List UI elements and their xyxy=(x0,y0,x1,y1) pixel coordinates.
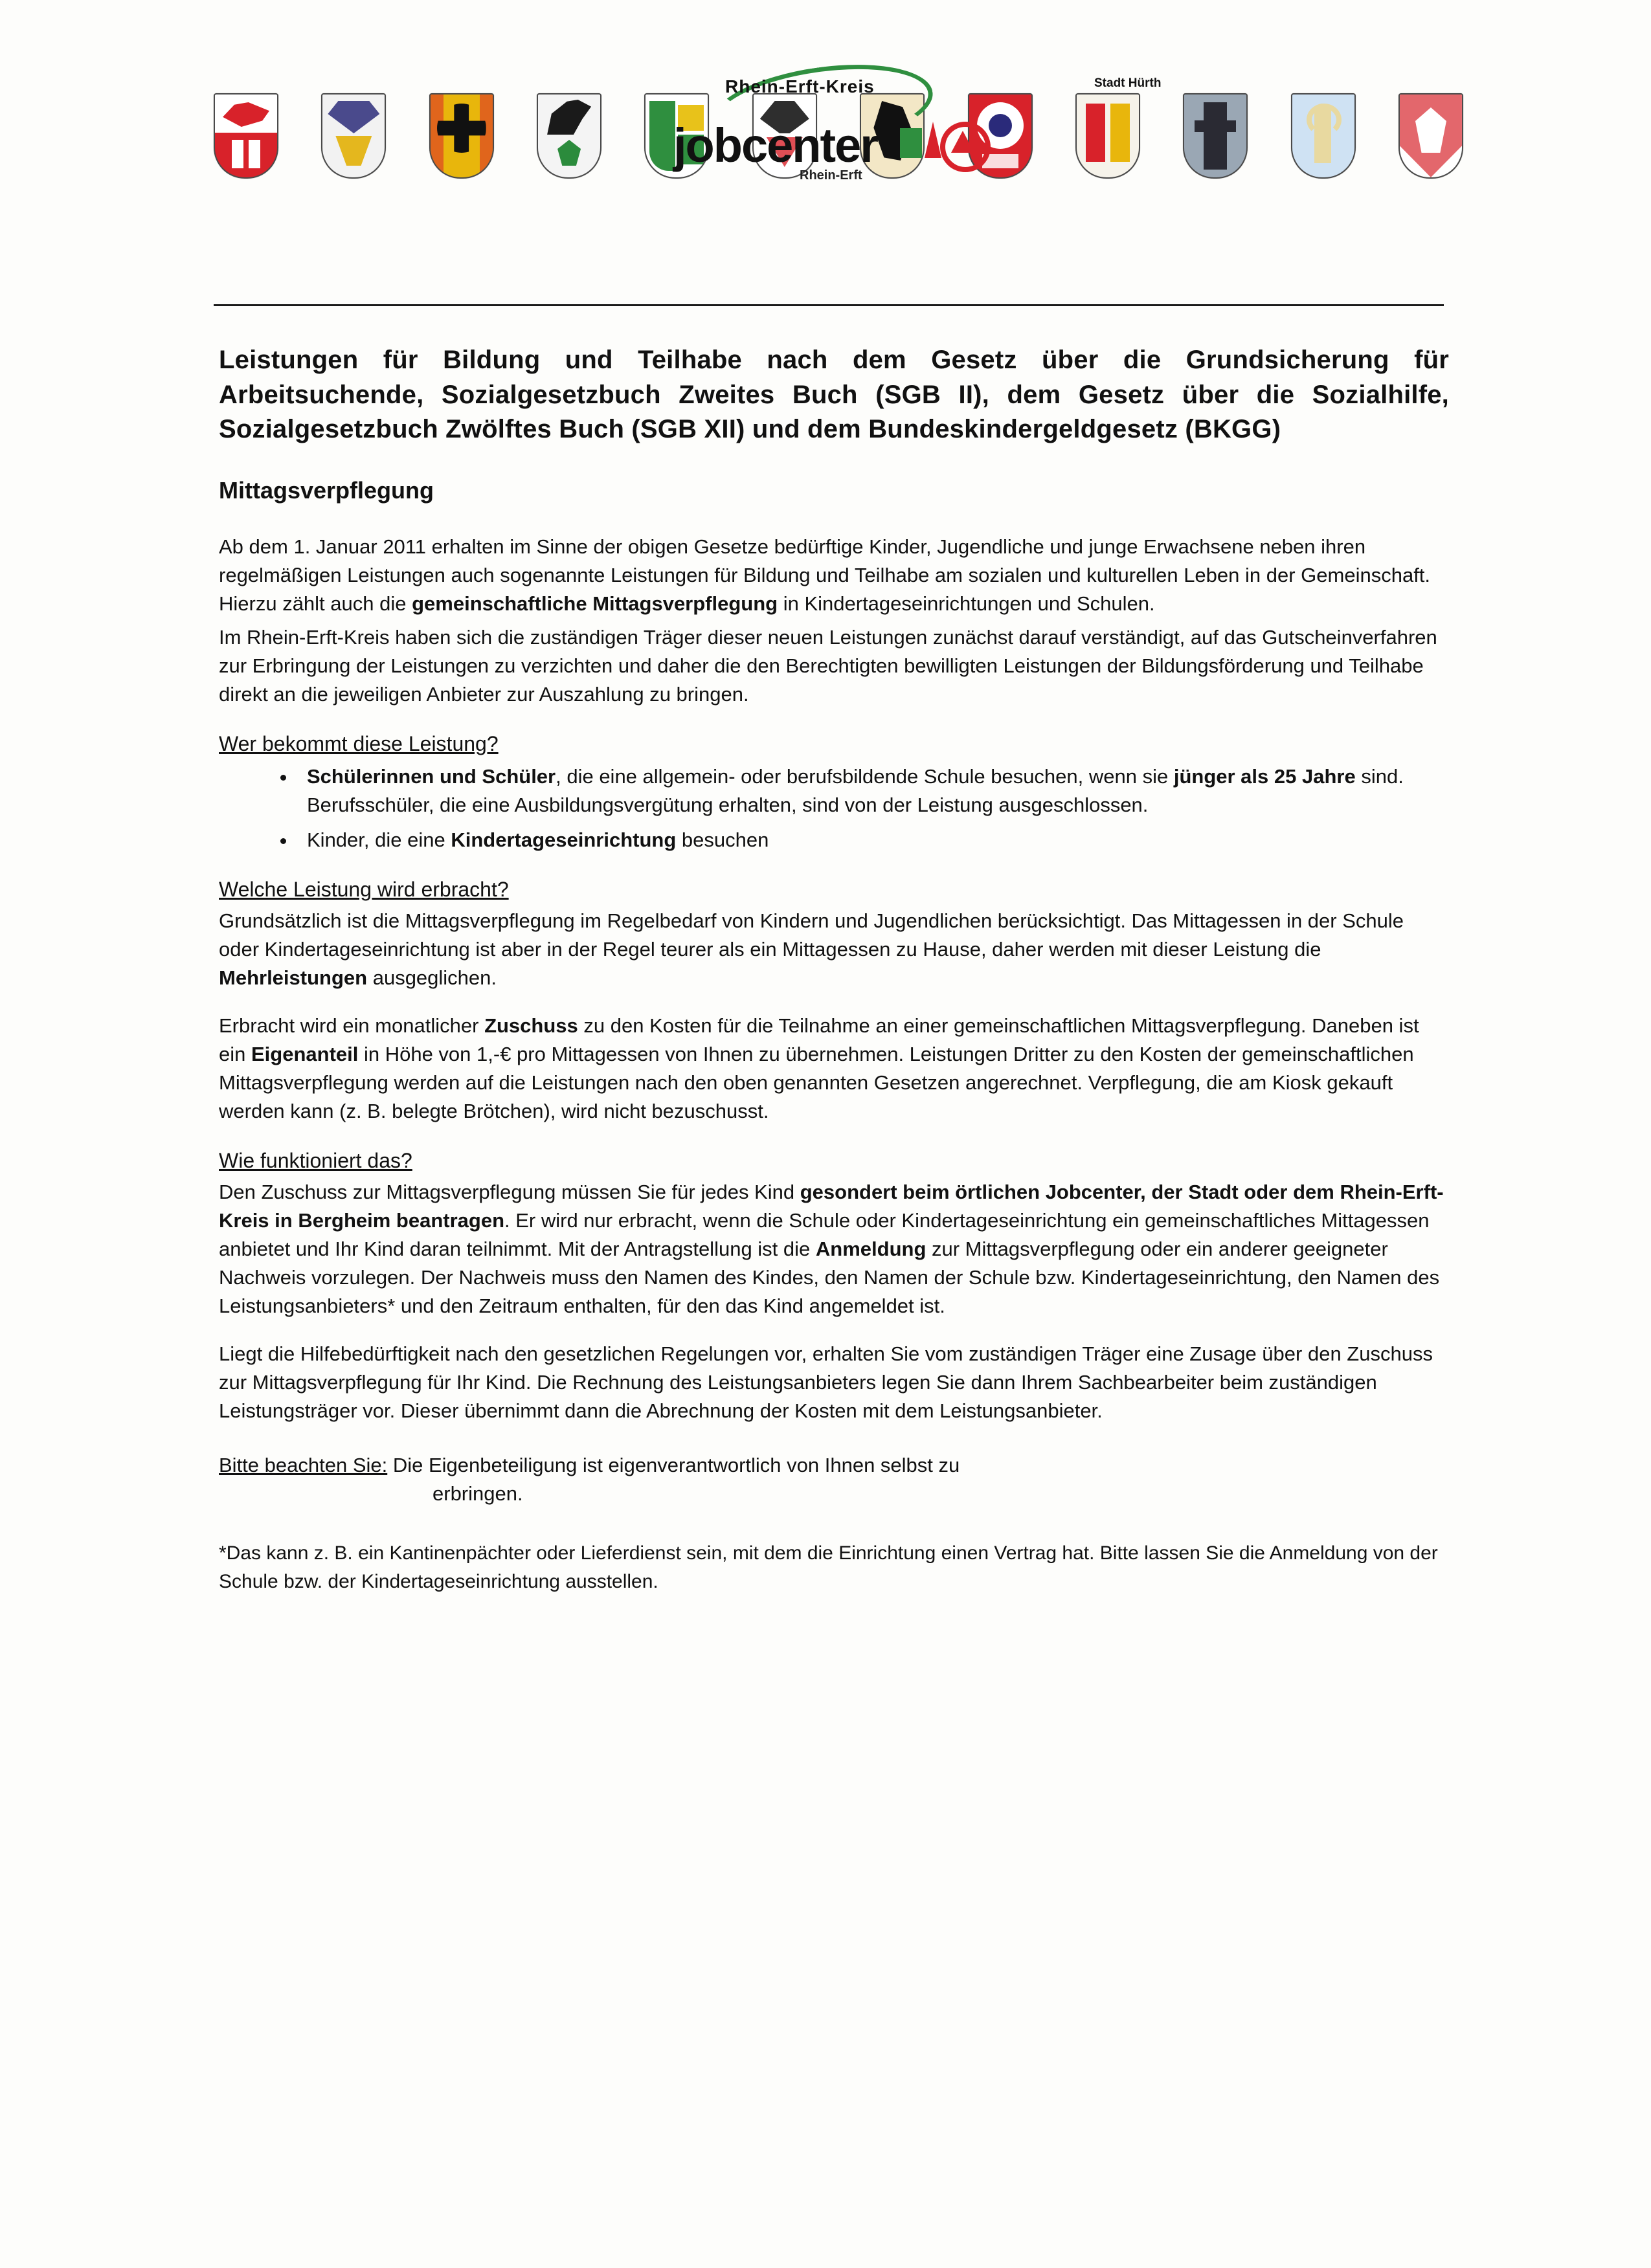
question-1-heading: Wer bekommt diese Leistung? xyxy=(219,731,499,755)
wappen-bedburg-icon xyxy=(214,93,278,179)
jobcenter-wordmark: jobcenter xyxy=(673,118,878,172)
q3-p1-b: . Er wird nur erbracht, wenn die Schule oder Kindertageseinrichtung ein gemeinschaftliches Mittagessen anbietet und Ihr Kind daran teilnimmt. Mit der Antragstellung ist die xyxy=(219,1209,1430,1261)
q2-p1-post: ausgeglichen. xyxy=(367,966,497,989)
question-3-paragraph-1 xyxy=(219,1178,1449,1320)
stadt-huerth-label: Stadt Hürth xyxy=(1094,76,1162,90)
bullet-1-bold-1: Schülerinnen und Schüler xyxy=(307,764,556,788)
question-3-heading: Wie funktioniert das? xyxy=(219,1149,412,1173)
note-paragraph xyxy=(219,1451,1449,1508)
intro-1-bold: gemeinschaftliche Mittagsverpflegung xyxy=(412,592,778,615)
bullet-2-text-2: besuchen xyxy=(676,828,769,851)
bullet-2-text-1: Kinder, die eine xyxy=(307,828,451,851)
note-text: Die Eigenbeteiligung ist eigenverantwortlich von Ihnen selbst zu xyxy=(387,1454,960,1477)
q3-p1-bold-1: gesondert beim örtlichen Jobcenter, der Stadt oder dem Rhein-Erft-Kreis in Bergheim beantragen xyxy=(219,1181,1444,1232)
footnote: *Das kann z. B. ein Kantinenpächter oder Lieferdienst sein, mit dem die Einrichtung einen Vertrag hat. Bitte lassen Sie die Anmeldung von der Schule bzw. der Kindertageseinrichtung ausstellen. xyxy=(219,1542,1438,1592)
rhein-erft-kreis-label: Rhein-Erft-Kreis xyxy=(725,76,875,96)
q3-p1-c: zur Mittagsverpflegung oder ein anderer geeigneter Nachweis vorzulegen. Der Nachweis muss den Namen des Kindes, den Namen der Schule bzw. Kindertageseinrichtung, den Namen des Leistungsanbieters* und den Zeitraum enthalten, für den das Kind angemeldet ist. xyxy=(219,1238,1440,1318)
note-heading: Bitte beachten Sie: xyxy=(219,1454,388,1477)
intro-paragraph-1 xyxy=(219,533,1449,618)
question-2-paragraph-1 xyxy=(219,907,1449,992)
list-item xyxy=(297,762,1449,819)
question-2-heading: Welche Leistung wird erbracht? xyxy=(219,877,509,901)
bullet-1-text-1: , die eine allgemein- oder berufsbildende Schule besuchen, wenn sie xyxy=(556,764,1174,788)
q2-p2-bold-1: Zuschuss xyxy=(484,1014,578,1037)
question-1-bullets xyxy=(219,762,1449,854)
wappen-bergheim-icon xyxy=(321,93,386,179)
q2-p1-bold: Mehrleistungen xyxy=(219,966,368,989)
note-text-indent: erbringen. xyxy=(432,1482,523,1506)
jobcenter-subline: Rhein-Erft xyxy=(800,168,862,183)
page-title: Leistungen für Bildung und Teilhabe nach dem Gesetz über die Grundsicherung für Arbeitsuchende, Sozialgesetzbuch Zweites Buch (SGB II), dem Gesetz über die Sozialhilfe, Sozialgesetzbuch Zwölftes Buch (SGB XII) und dem Bundeskindergeldgesetz (BKGG) xyxy=(219,346,1449,444)
q2-p2-a: Erbracht wird ein monatlicher xyxy=(219,1014,485,1037)
q2-p1-pre: Grundsätzlich ist die Mittagsverpflegung im Regelbedarf von Kindern und Jugendlichen berücksichtigt. Das Mittagessen in der Schule oder Kindertageseinrichtung ist aber in der Regel teurer als ein Mittagessen zu Hause, daher werden mit dieser Leistung die xyxy=(219,909,1404,961)
list-item xyxy=(297,826,1449,854)
section-title: Mittagsverpflegung xyxy=(219,476,434,504)
bundesagentur-mark-icon xyxy=(900,122,984,164)
question-3-paragraph-2: Liegt die Hilfebedürftigkeit nach den gesetzlichen Regelungen vor, erhalten Sie vom zuständigen Träger eine Zusage über den Zuschuss zur Mittagsverpflegung für Ihr Kind. Die Rechnung des Leistungsanbieters legen Sie dann Ihrem Sachbearbeiter beim zuständigen Leistungsträger vor. Dieser übernimmt dann die Abrechnung der Kosten mit dem Leistungsanbieter. xyxy=(219,1342,1433,1423)
wappen-pulheim-icon xyxy=(1075,93,1140,179)
bullet-2-bold-1: Kindertageseinrichtung xyxy=(451,828,677,851)
intro-1-pre: Ab dem 1. Januar 2011 erhalten im Sinne der obigen Gesetze bedürftige Kinder, Jugendliche und junge Erwachsene neben ihren regelmäßigen Leistungen auch sogenannte Leistungen für Bildung und Teilhabe am sozialen und kulturellen Leben in der Gemeinschaft. Hierzu zählt auch die xyxy=(219,535,1431,615)
q2-p2-bold-2: Eigenanteil xyxy=(251,1042,359,1065)
intro-paragraph-2: Im Rhein-Erft-Kreis haben sich die zuständigen Träger dieser neuen Leistungen zunächst darauf verständigt, auf das Gutscheinverfahren zur Erbringung der Leistungen zu verzichten und daher die den Berechtigten bewilligten Leistungen der Bildungsförderung und Teilhabe direkt an die jeweiligen Anbieter zur Auszahlung zu bringen. xyxy=(219,625,1437,706)
wappen-bruehl-icon xyxy=(429,93,494,179)
wappen-elsdorf-icon xyxy=(537,93,601,179)
bullet-1-bold-2: jünger als 25 Jahre xyxy=(1173,764,1356,788)
q2-p2-b: zu den Kosten für die Teilnahme an einer gemeinschaftlichen Mittagsverpflegung. Daneben ist ein xyxy=(219,1014,1419,1065)
q2-p2-c: in Höhe von 1,-€ pro Mittagessen von Ihnen zu übernehmen. Leistungen Dritter zu den Kosten der gemeinschaftlichen Mittagsverpflegung werden auf die Leistungen nach den oben genannten Gesetzen angerechnet. Verpflegung, die am Kiosk gekauft werden kann (z. B. belegte Brötchen), wird nicht bezuschusst. xyxy=(219,1042,1414,1123)
bullet-1-text-2: sind. Berufsschüler, die eine Ausbildungsvergütung erhalten, sind von der Leistung ausgeschlossen. xyxy=(307,764,1404,816)
note-block xyxy=(219,1451,1449,1508)
wappen-rhein-erft-kreis-icon xyxy=(1291,93,1356,179)
header-divider xyxy=(214,304,1444,306)
wappen-zusatz-icon xyxy=(1398,93,1463,179)
document-body xyxy=(219,343,1449,1615)
q3-p1-bold-2: Anmeldung xyxy=(815,1238,927,1261)
intro-1-post: in Kindertageseinrichtungen und Schulen. xyxy=(778,592,1155,615)
question-2-paragraph-2 xyxy=(219,1012,1449,1126)
jobcenter-logo xyxy=(660,71,997,201)
q3-p1-a: Den Zuschuss zur Mittagsverpflegung müssen Sie für jedes Kind xyxy=(219,1181,800,1204)
wappen-wesseling-icon xyxy=(1183,93,1248,179)
